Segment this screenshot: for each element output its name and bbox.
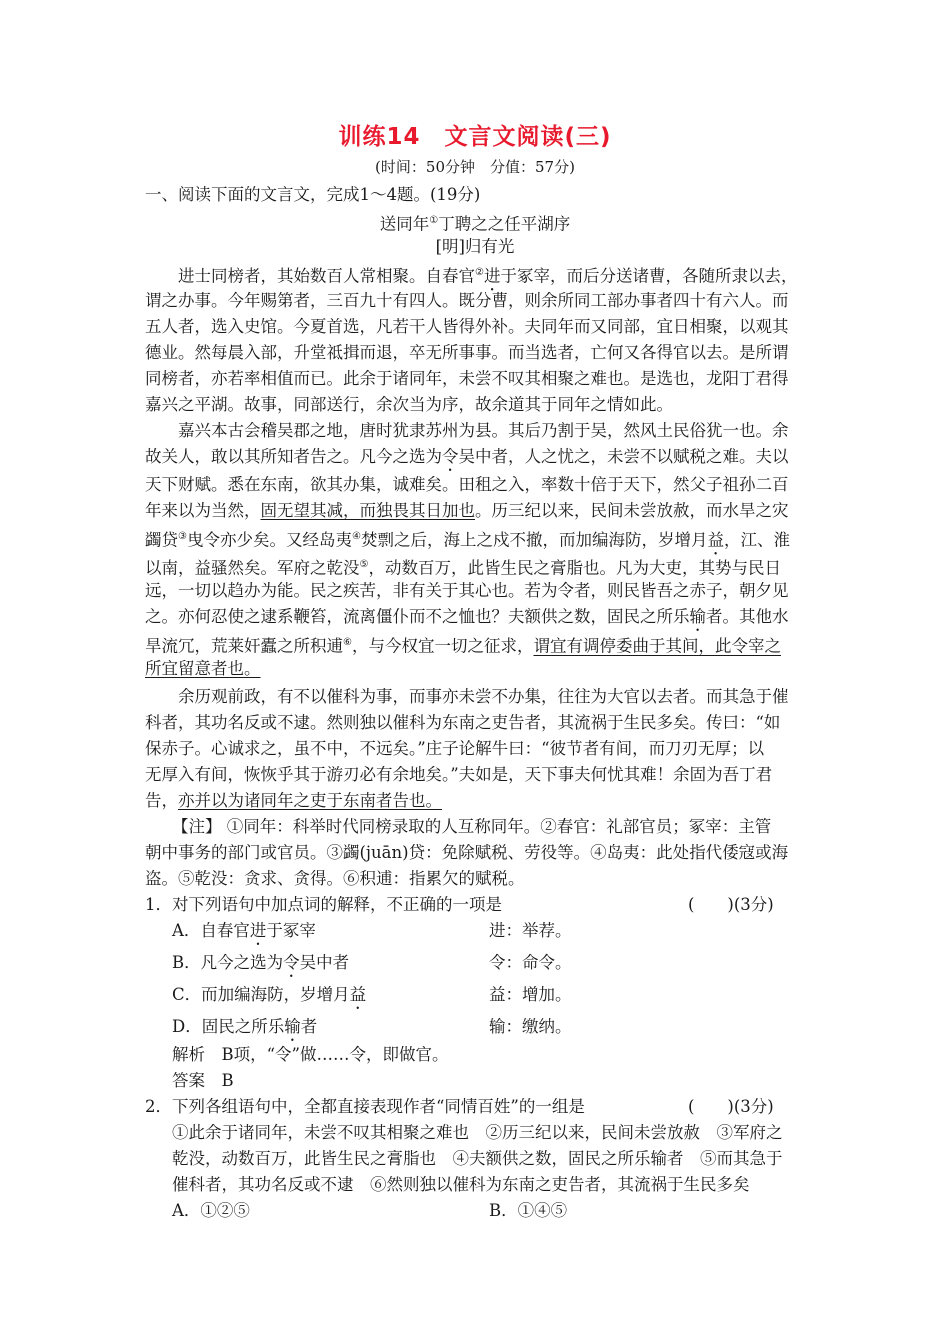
paragraph-line: 以南，益骚然矣。军府之乾没⑤，动数百万，此皆生民之膏脂也。凡为大吏，其势与民日 — [145, 558, 781, 578]
page-title: 训练14 文言文阅读(三) — [338, 124, 612, 150]
paragraph-line: 故关人，敢以其所知者告之。凡今之选为令吴中者，人之忧之，未尝不以赋税之难。夫以 — [145, 447, 789, 466]
answer-text: 答案 B — [172, 1071, 234, 1090]
option-c-gloss: 益：增加。 — [489, 985, 572, 1004]
paragraph-line: 保赤子。心诚求之，虽不中，不远矣。”庄子论解牛曰：“彼节者有间，而刀刃无厚；以 — [145, 739, 765, 758]
essay-author: [明]归有光 — [435, 237, 515, 256]
annotation-note: 朝中事务的部门或官员。③蠲(juān)贷：免除赋税、劳役等。④岛夷：此处指代倭寇或海 — [145, 843, 789, 862]
paragraph-line — [145, 658, 261, 680]
paragraph-line: 旱流冗，荒莱奸蠹之所积逋⑥，与今权宜一切之征求，谓宜有调停委曲于其间，此令宰之 — [145, 636, 781, 656]
underlined-sentence: 亦并以为诸同年之吏于东南者告也。 — [178, 791, 442, 810]
question-score: ( )(3分) — [688, 1097, 774, 1116]
option-a: A．自春官进于冢宰 — [172, 921, 316, 940]
option-c: C．而加编海防，岁增月益 — [172, 985, 367, 1004]
underlined-sentence: 固无望其减，而独畏其日加也 — [260, 501, 475, 520]
question-item-line: 乾没，动数百万，此皆生民之膏脂也 ④夫额供之数，固民之所乐输者 ⑤而其急于 — [172, 1149, 783, 1168]
question-item-line: 催科者，其功名反或不逮 ⑥然则独以催科为东南之吏告者，其流祸于生民多矣 — [172, 1175, 750, 1194]
paragraph-line: 远，一切以趋办为能。民之疾苦，非有关于其心也。若为令者，则民皆吾之赤子，朝夕见 — [145, 581, 789, 600]
option-b: B．①④⑤ — [489, 1201, 568, 1220]
paragraph-line: 五人者，选入史馆。今夏首选，凡若干人皆得外补。夫同年而又同部，宜日相聚，以观其 — [145, 317, 789, 336]
underlined-sentence: 谓宜有调停委曲于其间，此令宰之 — [533, 636, 781, 656]
annotation-note: 【注】 ①同年：科举时代同榜录取的人互称同年。②春官：礼部官员；冢宰：主管 — [172, 817, 772, 836]
paragraph-line: 科者，其功名反或不逮。然则独以催科为东南之吏告者，其流祸于生民多矣。传曰：“如 — [145, 713, 781, 732]
paragraph-line: 谓之办事。今年赐第者，三百九十有四人。既分曹，则余所同工部办事者四十有六人。而 — [145, 291, 789, 310]
essay-title: 送同年①丁聘之之任平湖序 — [379, 214, 571, 234]
paragraph-line: 嘉兴之平湖。故事，同部送行，余次当为序，故余道其于同年之情如此。 — [145, 395, 673, 414]
option-b: B．凡今之选为令吴中者 — [172, 953, 350, 972]
analysis-text: 解析 B项，“令”做……令，即做官。 — [172, 1045, 449, 1064]
paragraph-line: 天下财赋。悉在东南，欲其办集，诚难矣。田租之入，率数十倍于天下，然父子祖孙二百 — [145, 475, 789, 494]
question-stem: 2．下列各组语句中，全都直接表现作者“同情百姓”的一组是 — [145, 1097, 585, 1116]
question-item-line: ①此余于诸同年，未尝不叹其相聚之难也 ②历三纪以来，民间未尝放赦 ③军府之 — [172, 1123, 783, 1142]
paragraph-line: 德业。然每晨入部，升堂祗揖而退，卒无所事事。而当选者，亡何又各得官以去。是所谓 — [145, 343, 789, 362]
paragraph-line: 无厚入有间，恢恢乎其于游刃必有余地矣。”夫如是，天下事夫何忧其难！余固为吾丁君 — [145, 765, 773, 784]
option-a-gloss: 进：举荐。 — [489, 921, 572, 940]
question-score: ( )(3分) — [688, 895, 774, 914]
option-d: D．固民之所乐输者 — [172, 1017, 318, 1036]
section-intro: 一、阅读下面的文言文，完成1～4题。(19分) — [145, 185, 481, 204]
paragraph-line: 进士同榜者，其始数百人常相聚。自春官②进于冢宰，而后分送诸曹，各随所隶以去， — [178, 266, 798, 286]
time-score-info: (时间：50分钟 分值：57分) — [375, 158, 575, 176]
option-d-gloss: 输：缴纳。 — [489, 1017, 572, 1036]
option-b-gloss: 令：命令。 — [489, 953, 572, 972]
paragraph-line: 告，亦并以为诸同年之吏于东南者告也。 — [145, 791, 442, 810]
annotation-note: 盗。⑤乾没：贪求、贪得。⑥积逋：指累欠的赋税。 — [145, 869, 525, 888]
paragraph-line: 蠲贷③曳令亦少矣。又经岛夷④焚剽之后，海上之戍不撤，而加编海防，岁增月益，江、淮 — [145, 530, 790, 550]
paragraph-line: 嘉兴本古会稽吴郡之地，唐时犹隶苏州为县。其后乃割于吴，然风土民俗犹一也。余 — [178, 421, 789, 440]
paragraph-line: 余历观前政，有不以催科为事，而事亦未尝不办集，往往为大官以去者。而其急于催 — [178, 687, 789, 706]
underlined-sentence: 所宜留意者也。 — [145, 659, 261, 678]
question-stem: 1．对下列语句中加点词的解释，不正确的一项是 — [145, 895, 502, 914]
paragraph-line: 之。亦何忍使之逮系鞭笞，流离僵仆而不之恤也？夫额供之数，固民之所乐输者。其他水 — [145, 607, 789, 626]
option-a: A．①②⑤ — [172, 1201, 250, 1220]
paragraph-line: 年来以为当然，固无望其减，而独畏其日加也。历三纪以来，民间未尝放赦，而水旱之灾 — [145, 501, 789, 520]
paragraph-line: 同榜者，亦若率相值而已。此余于诸同年，未尝不叹其相聚之难也。是选也，龙阳丁君得 — [145, 369, 789, 388]
